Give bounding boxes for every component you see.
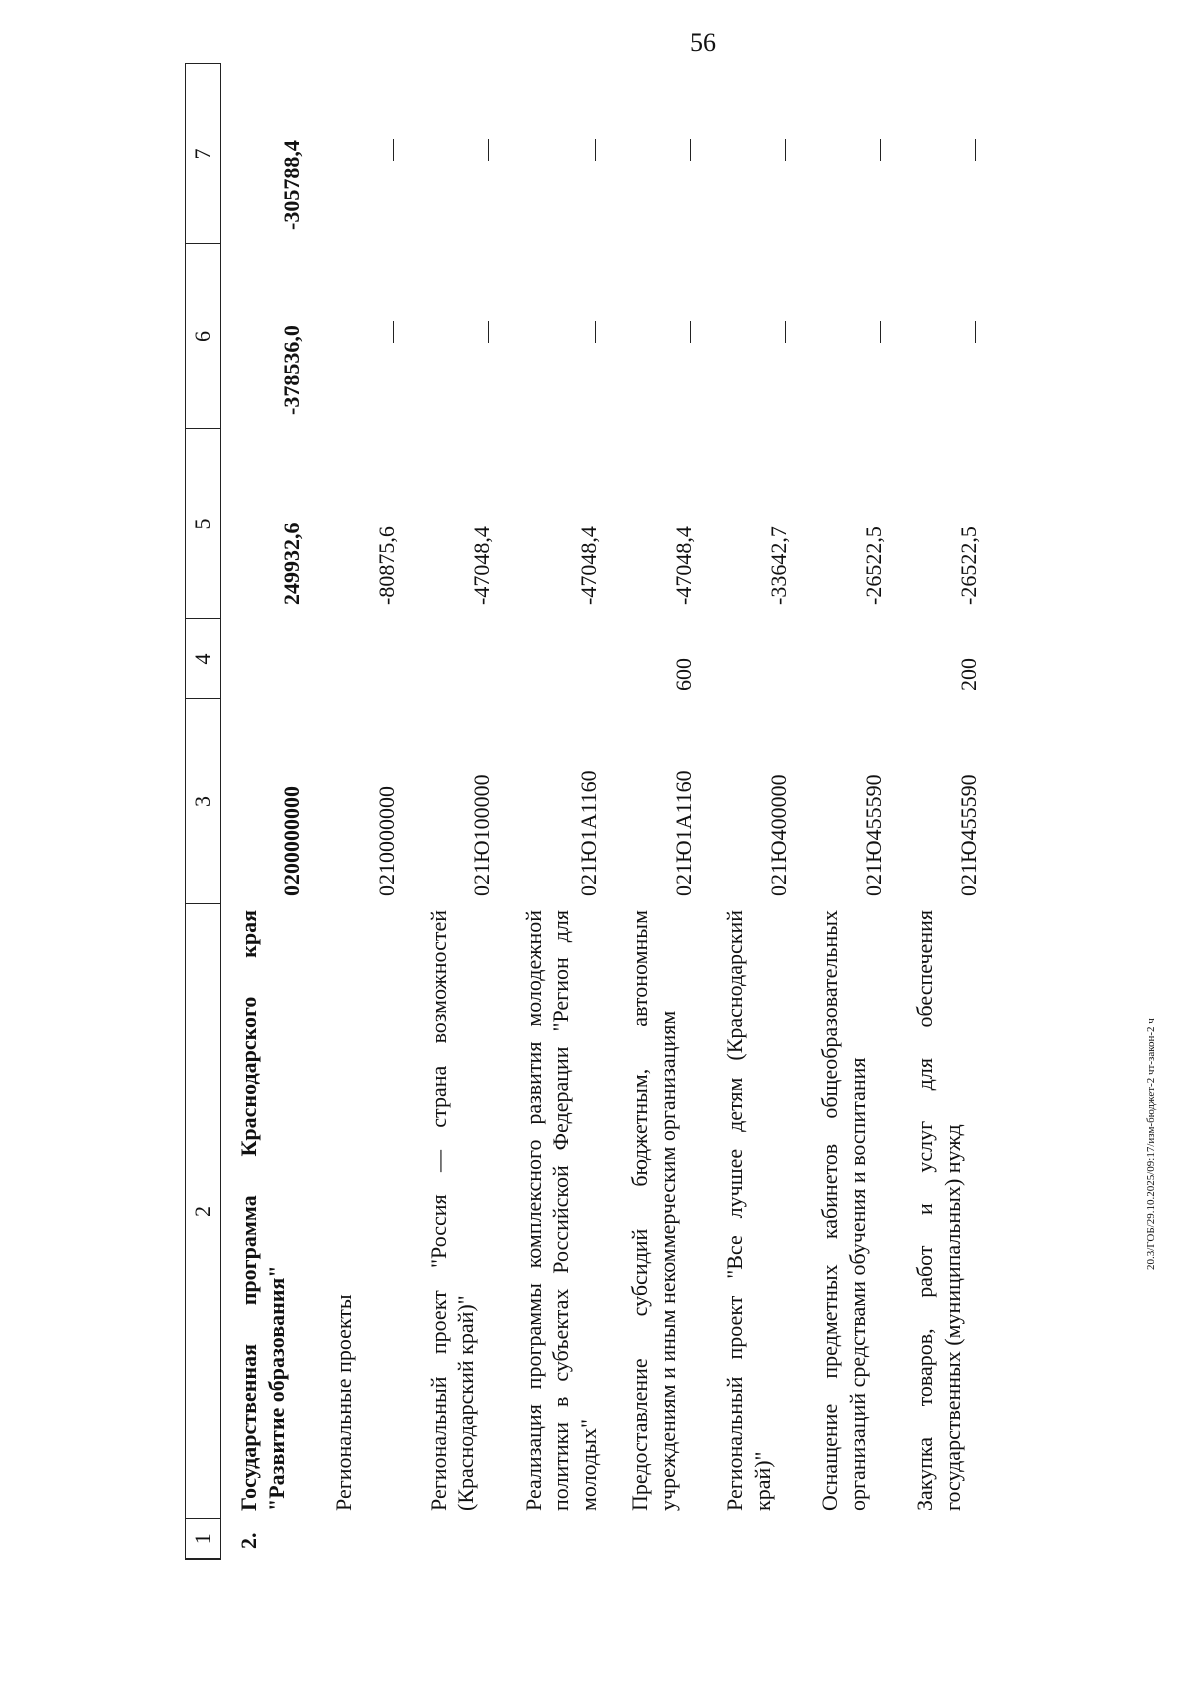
row-value-col6 — [316, 244, 411, 429]
row-number — [612, 1519, 707, 1559]
row-value-col5: -33642,7 — [765, 526, 791, 605]
header-col-4: 4 — [186, 619, 221, 699]
row-value-col6 — [411, 244, 506, 429]
dash-mark — [690, 322, 691, 344]
row-number — [506, 1519, 613, 1559]
table-row — [612, 64, 707, 1559]
table-row — [411, 64, 506, 1559]
row-code: 021Ю455590 — [955, 774, 981, 896]
row-number — [802, 1519, 897, 1559]
footer-document-code: 20.3/ГОБ/29.10.2025/09:17/изм-бюджет-2 чт-закон-2 ч — [1145, 1018, 1157, 1270]
row-value-col5: -47048,4 — [670, 526, 696, 605]
row-code: 021Ю400000 — [765, 774, 791, 896]
row-kvr — [506, 619, 613, 699]
dash-mark — [595, 322, 596, 344]
row-value-col5: -26522,5 — [955, 526, 981, 605]
row-value-col6 — [897, 244, 992, 429]
row-value-col6 — [707, 244, 802, 429]
dash-mark — [880, 322, 881, 344]
row-value-col6 — [802, 244, 897, 429]
row-kvr — [316, 619, 411, 699]
budget-table-sheet — [185, 65, 1075, 1560]
row-kvr — [411, 619, 506, 699]
row-value-col5: 249932,6 — [279, 522, 304, 605]
row-name: Предоставление субсидий бюджетным, автономным учреждениям и иным некоммерческим организациям — [627, 910, 680, 1511]
row-value-col5: -47048,4 — [469, 526, 494, 605]
table-body — [221, 64, 993, 1559]
header-col-3: 3 — [186, 699, 221, 904]
header-col-5: 5 — [186, 429, 221, 619]
row-value-col7 — [411, 64, 506, 244]
table-row — [316, 64, 411, 1559]
table-row — [897, 64, 992, 1559]
dash-mark — [785, 139, 786, 161]
row-code: 021Ю455590 — [860, 774, 886, 896]
table-row — [707, 64, 802, 1559]
row-code: 0200000000 — [279, 786, 304, 896]
dash-mark — [488, 322, 489, 344]
row-name: Региональные проекты — [330, 1294, 356, 1511]
row-code: 021Ю100000 — [469, 774, 494, 896]
header-col-1: 1 — [186, 1519, 221, 1559]
row-value-col5: -47048,4 — [575, 526, 601, 605]
row-name: Государственная программа Краснодарского края "Развитие образования" — [236, 910, 289, 1511]
header-col-6: 6 — [186, 244, 221, 429]
row-value-col7 — [707, 64, 802, 244]
dash-mark — [975, 322, 976, 344]
row-name: Оснащение предметных кабинетов общеобразовательных организаций средствами обучения и воспитания — [817, 910, 870, 1511]
dash-mark — [595, 139, 596, 161]
row-value-col6: -378536,0 — [279, 325, 304, 415]
row-number: 2. — [236, 1532, 261, 1549]
row-name: Закупка товаров, работ и услуг для обеспечения государственных (муниципальных) нужд — [912, 910, 965, 1511]
row-number — [707, 1519, 802, 1559]
budget-table — [185, 64, 992, 1561]
header-col-7: 7 — [186, 64, 221, 244]
dash-mark — [785, 322, 786, 344]
row-number — [897, 1519, 992, 1559]
dash-mark — [880, 139, 881, 161]
dash-mark — [393, 322, 394, 344]
header-col-2: 2 — [186, 904, 221, 1519]
row-name: Региональный проект "Все лучшее детям (Краснодарский край)" — [722, 910, 775, 1511]
row-kvr — [802, 619, 897, 699]
row-code: 021Ю1А1160 — [670, 770, 696, 896]
row-value-col7 — [802, 64, 897, 244]
row-kvr — [707, 619, 802, 699]
row-value-col7 — [897, 64, 992, 244]
row-name: Реализация программы комплексного развития молодежной политики в субъектах Российской Федерации "Регион для молодых" — [520, 910, 601, 1511]
table-row — [506, 64, 613, 1559]
row-kvr: 200 — [955, 658, 981, 691]
row-value-col7 — [316, 64, 411, 244]
row-value-col6 — [612, 244, 707, 429]
dash-mark — [393, 139, 394, 161]
row-number — [411, 1519, 506, 1559]
dash-mark — [690, 139, 691, 161]
table-row — [802, 64, 897, 1559]
row-code: 0210000000 — [374, 786, 399, 896]
row-value-col5: -26522,5 — [860, 526, 886, 605]
row-number — [316, 1519, 411, 1559]
row-name: Региональный проект "Россия — страна возможностей (Краснодарский край)" — [425, 910, 478, 1511]
row-value-col7 — [612, 64, 707, 244]
table-row — [221, 64, 316, 1559]
row-value-col5: -80875,6 — [374, 526, 399, 605]
table-header-row — [186, 64, 221, 1559]
dash-mark — [975, 139, 976, 161]
row-value-col7: -305788,4 — [279, 140, 304, 230]
row-code: 021Ю1А1160 — [575, 770, 601, 896]
dash-mark — [488, 139, 489, 161]
row-kvr — [221, 619, 316, 699]
row-kvr: 600 — [670, 658, 696, 691]
page-number: 56 — [690, 28, 716, 57]
row-value-col7 — [506, 64, 613, 244]
row-value-col6 — [506, 244, 613, 429]
